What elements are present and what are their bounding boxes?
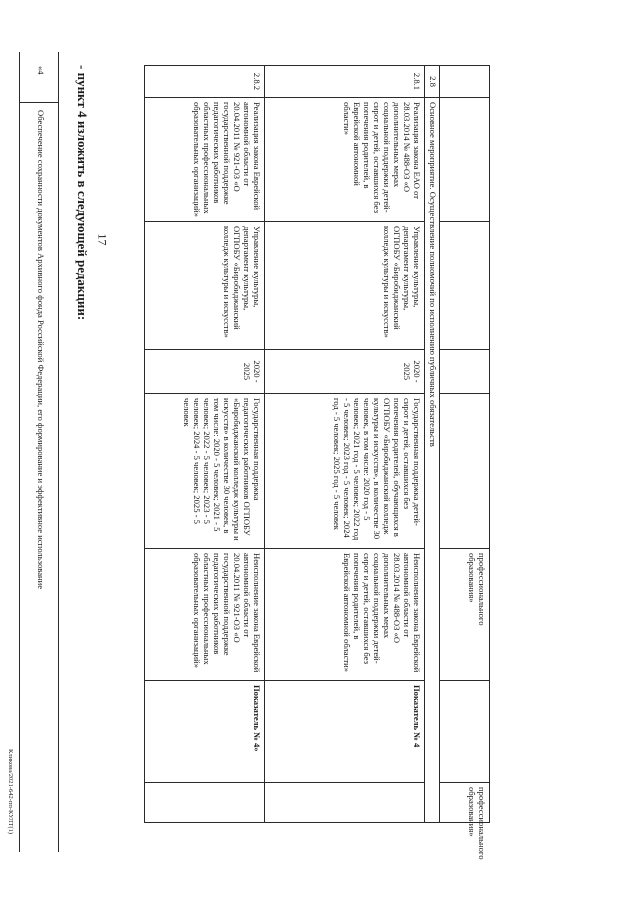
expected-result: Государственная поддержка детей-сирот и детей, оставшихся без попечения родителей, обучающихся в ОГПОБУ «Биробиджанский колледж культуры и искусств», в количестве 30 человек, в том числе: 2020 год - 5 человек; 2021 год - 5 человек; 2022 год - 5 человек; 2023 год - 5 человек; 2024 год - 5 человек; 2025 год - 5 человек [265, 394, 425, 549]
table-cell: профессионального образования» [440, 783, 490, 823]
section-title: Основное мероприятие. Осуществление полномочий по исполнению публичных обязательств [425, 98, 440, 823]
bottom-table-row [19, 52, 59, 852]
executor: Управление культуры, департамент культуры, ОГПОБУ «Биробиджанский колледж культуры и искусств» [265, 222, 425, 350]
table-cell [440, 394, 490, 549]
table-cell [440, 222, 490, 350]
table-cell [265, 783, 425, 823]
section-number: 2.8 [425, 66, 440, 98]
table-cell [145, 783, 265, 823]
measure-name: Реализация закона Еврейской автономной области от 20.04.2011 № 921-ОЗ «О государственной поддержке педагогических работников областных профессиональных образовательных организаций» [145, 98, 265, 222]
table-cell [440, 98, 490, 222]
row-text: Обеспечение сохранности документов Архивного фонда Российской Федерации, его формирование и эффективное использование [36, 110, 46, 590]
table-cell [440, 350, 490, 394]
period: 2020 - 2025 [145, 350, 265, 394]
indicator: Показатель № 4 [265, 681, 425, 783]
row-number: 2.8.1 [265, 66, 425, 98]
executor: Управление культуры, департамент культуры, ОГПОБУ «Биробиджанский колледж культуры и искусств» [145, 222, 265, 350]
table-cell [440, 681, 490, 783]
consequence: Неисполнение закона Еврейской автономной области от 28.03.2014 № 488-ОЗ «О дополнительных мерах социальной поддержки детей-сирот и детей, оставшихся без попечения родителей, в Еврейской автономной области» [265, 549, 425, 681]
indicator: Показатель № 4» [145, 681, 265, 783]
row-number: 2.8.2 [145, 66, 265, 98]
program-table [144, 65, 490, 860]
instruction-text: - пункт 4 изложить в следующей редакции: [75, 65, 90, 321]
table-cell [440, 66, 490, 98]
period: 2020 - 2025 [265, 350, 425, 394]
row-number: «4 [36, 66, 46, 75]
measure-name: Реализация закона ЕАО от 28.03.2014 № 488-ОЗ «О дополнительных мерах социальной поддержки детей-сирот и детей, оставшихся без попечения родителей, в Еврейской автономной области» [265, 98, 425, 222]
consequence: Неисполнение закона Еврейской автономной области от 20.04.2011 № 921-ОЗ «О государственной поддержке педагогических работников областных профессиональных образовательных организаций» [145, 549, 265, 681]
table-row [265, 66, 425, 823]
table-cell: профессионального образования» [440, 549, 490, 681]
divider [20, 102, 58, 103]
table-row [440, 66, 490, 823]
section-row [425, 66, 440, 823]
footer-reference: Кликова/2021-642-пп-КУЛТ(1) [7, 749, 14, 835]
expected-result: Государственная поддержка педагогических работников ОГПОБУ «Биробиджанский колледж культуры и искусств» в количестве 30 человек, в том числе: 2020 - 5 человек; 2021 - 5 человек; 2022 - 5 человек; 2023 - 5 человек; 2024 - 5 человек; 2025 - 5 человек [145, 394, 265, 549]
page-number: 17 [95, 233, 110, 246]
table-row [145, 66, 265, 823]
